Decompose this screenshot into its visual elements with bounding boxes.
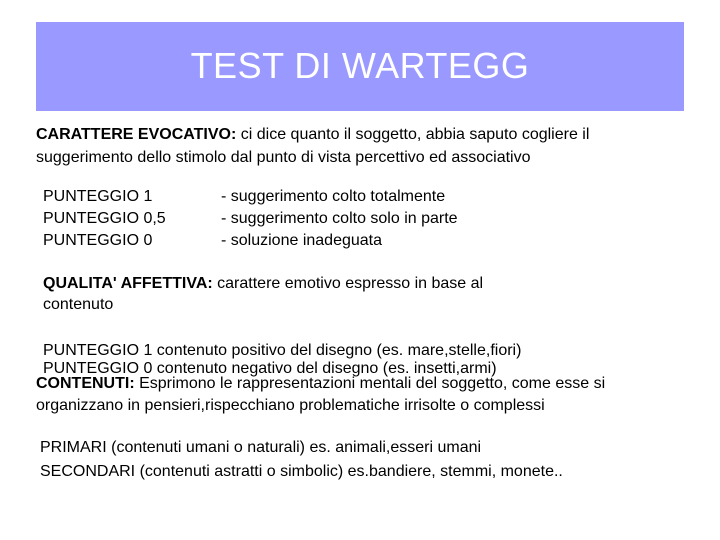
score-0-5: PUNTEGGIO 0,5 bbox=[43, 210, 166, 227]
description-score-1: - suggerimento colto totalmente bbox=[221, 188, 446, 205]
score-0: PUNTEGGIO 0 bbox=[43, 232, 153, 249]
description-score-0: - soluzione inadeguata bbox=[221, 232, 383, 249]
affettiva-heading: QUALITA' AFFETTIVA: bbox=[43, 275, 213, 292]
evocativo-line-1 bbox=[36, 124, 589, 146]
affettiva-score-0: PUNTEGGIO 0 contenuto negativo del disegno (es. insetti,armi) bbox=[43, 360, 497, 377]
affettiva-line-2: contenuto bbox=[43, 296, 114, 313]
contenuti-heading: CONTENUTI: bbox=[36, 375, 135, 392]
evocativo-descriptions bbox=[221, 186, 458, 252]
affettiva-text-1: carattere emotivo espresso in base al bbox=[212, 275, 484, 292]
evocativo-text-1: ci dice quanto il soggetto, abbia saputo cogliere il bbox=[236, 126, 590, 143]
evocativo-heading: CARATTERE EVOCATIVO: bbox=[36, 126, 237, 143]
contenuti-line-2: organizzano in pensieri,rispecchiano problematiche irrisolte o complessi bbox=[36, 397, 545, 414]
contenuti-secondari: SECONDARI (contenuti astratti o simbolic) es.bandiere, stemmi, monete.. bbox=[40, 463, 563, 480]
evocativo-line-2: suggerimento dello stimolo dal punto di vista percettivo ed associativo bbox=[36, 149, 531, 166]
contenuti-text-1: Esprimono le rappresentazioni mentali del soggetto, come esse si bbox=[134, 375, 606, 392]
affettiva-line-1 bbox=[43, 273, 483, 295]
slide-title: TEST DI WARTEGG bbox=[190, 45, 530, 86]
title-banner bbox=[36, 22, 684, 111]
contenuti-line-1 bbox=[36, 373, 605, 395]
evocativo-scores bbox=[43, 186, 166, 252]
affettiva-score-1: PUNTEGGIO 1 contenuto positivo del disegno (es. mare,stelle,fiori) bbox=[43, 342, 522, 359]
description-score-0-5: - suggerimento colto solo in parte bbox=[221, 210, 458, 227]
contenuti-primari: PRIMARI (contenuti umani o naturali) es. animali,esseri umani bbox=[40, 439, 482, 456]
score-1: PUNTEGGIO 1 bbox=[43, 188, 153, 205]
